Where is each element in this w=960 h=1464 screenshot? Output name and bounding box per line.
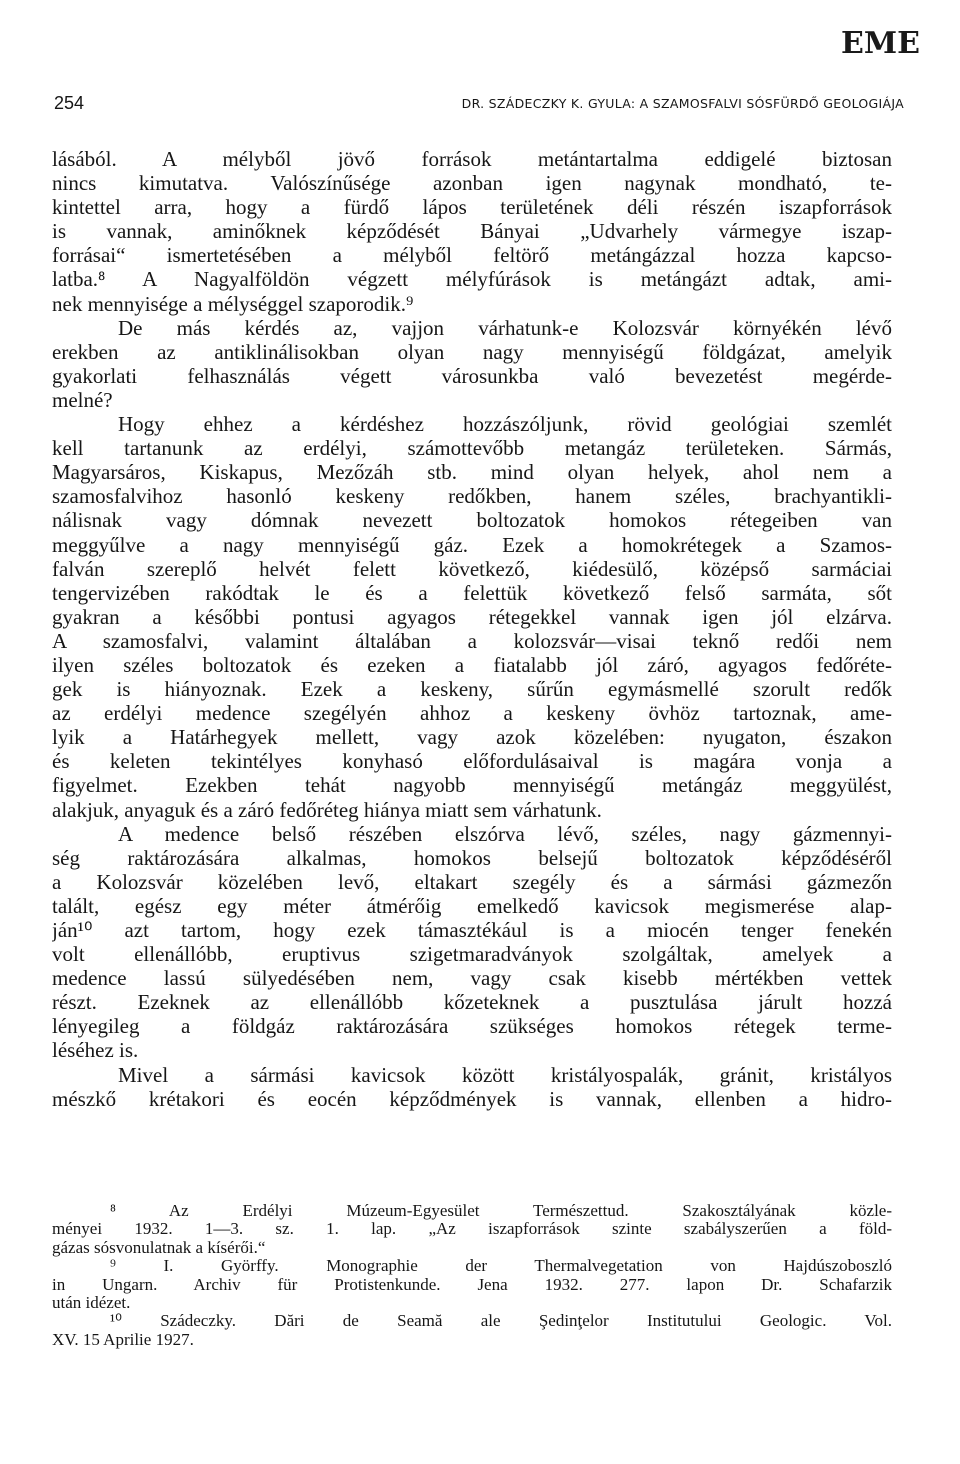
text-line: A medence belső részében elszórva lévő, széles, nagy gázmennyi-	[118, 821, 892, 846]
footnote-line: gázas sósvonulatnak a kísérői.“	[52, 1238, 266, 1257]
text-line: nálisnak vagy dómnak nevezett boltozatok homokos rétegeiben van	[52, 508, 892, 533]
text-line: erekben az antiklinálisokban olyan nagy mennyiségű földgázat, amelyik	[52, 339, 892, 364]
footnote-line: ⁸ Az Erdélyi Múzeum-Egyesület Természettud. Szakosztályának közle-	[110, 1202, 892, 1220]
text-line: a Kolozsvár közelében levő, eltakart szegély és a sármási gázmezőn	[52, 869, 892, 894]
body-text	[52, 147, 892, 1111]
text-line: ján¹⁰ azt tartom, hogy ezek támasztékául is a miocén tenger fenekén	[52, 918, 892, 942]
text-line: alakjuk, anyaguk és a záró fedőréteg hiánya miatt sem várhatunk.	[52, 797, 602, 822]
text-line: talált, egész egy méter átmérőig emelkedő kavicsok megismerése alap-	[52, 893, 892, 918]
footnote-line: ⁹ I. Györffy. Monographie der Thermalvegetation von Hajdúszoboszló	[110, 1257, 892, 1276]
text-line: lényegileg a földgáz raktározására szükséges homokos rétegek terme-	[52, 1014, 892, 1039]
text-line: De más kérdés az, vajjon várhatunk-e Kolozsvár környékén lévő	[118, 315, 892, 340]
text-line: az erdélyi medence szegélyén ahhoz a keskeny övhöz tartoznak, ame-	[52, 701, 892, 726]
footnote-line: ményei 1932. 1—3. sz. 1. lap. „Az iszapforrások szinte szabályszerűen a föld-	[52, 1220, 892, 1239]
text-line: latba.⁸ A Nagyalföldön végzett mélyfúrások is metángázt adtak, ami-	[52, 267, 892, 292]
text-line: mészkő krétakori és eocén képződmények is vannak, ellenben a hidro-	[52, 1086, 892, 1111]
text-line: gyakorlati felhasználás végett városunkba való bevezetést megérde-	[52, 363, 892, 388]
text-line: Magyarsáros, Kiskapus, Mezőzáh stb. mind olyan helyek, ahol nem a	[52, 460, 892, 485]
text-line: léséhez is.	[52, 1038, 139, 1063]
text-line: lásából. A mélyből jövő források metántartalma eddigelé biztosan	[52, 147, 892, 171]
text-line: ség raktározására alkalmas, homokos belsejű boltozatok képződéséről	[52, 845, 892, 870]
text-line: részt. Ezeknek az ellenállóbb kőzeteknek a pusztulása járult hozzá	[52, 990, 892, 1015]
text-line: is vannak, aminőknek képződését Bányai „Udvarhely vármegye iszap-	[52, 219, 892, 244]
footnote-line: XV. 15 Aprilie 1927.	[52, 1330, 194, 1349]
text-line: lyik a Határhegyek mellett, vagy azok közelében: nyugaton, északon	[52, 725, 892, 750]
text-line: kintettel arra, hogy a fürdő lápos területének déli részén iszapforrások	[52, 195, 892, 220]
text-line: figyelmet. Ezekben tehát nagyobb mennyiségű metángáz meggyülést,	[52, 773, 892, 798]
text-line: falván szereplő helvét felett következő, kiédesülő, középső sarmáciai	[52, 556, 892, 581]
text-line: meggyűlve a nagy mennyiségű gáz. Ezek a homokrétegek a Szamos-	[52, 532, 892, 557]
text-line: forrásai“ ismertetésében a mélyből feltörő metángázzal hozza kapcso-	[52, 243, 892, 268]
publisher-logo: EME	[841, 26, 920, 61]
text-line: volt ellenállóbb, eruptivus szigetmaradványok szolgáltak, amelyek a	[52, 942, 892, 967]
page-header	[54, 93, 904, 123]
text-line: melné?	[52, 387, 113, 412]
text-line: szamosfalvihoz hasonló keskeny redőkben, hanem széles, brachyantikli-	[52, 484, 892, 509]
text-line: ilyen széles boltozatok és ezeken a fiatalabb jól záró, agyagos fedőréte-	[52, 652, 892, 677]
text-line: nek mennyisége a mélységgel szaporodik.⁹	[52, 291, 414, 316]
footnotes	[52, 1202, 892, 1349]
text-line: tengervizében rakódtak le és a felettük következő felső sarmáta, sőt	[52, 580, 892, 605]
text-line: Hogy ehhez a kérdéshez hozzászóljunk, rövid geológiai szemlét	[118, 412, 892, 437]
text-line: medence lassú sülyedésében nem, vagy csak kisebb mértékben vettek	[52, 966, 892, 991]
text-line: Mivel a sármási kavicsok között kristályospalák, gránit, kristályos	[118, 1062, 892, 1087]
footnote-line: után idézet.	[52, 1293, 131, 1312]
page-number: 254	[54, 93, 85, 113]
text-line: és keleten tekintélyes konyhasó előfordulásaival is magára vonja a	[52, 749, 892, 774]
text-line: gek is hiányoznak. Ezek a keskeny, sűrűn egymásmellé szorult redők	[52, 677, 892, 702]
footnote-line: ¹⁰ Szádeczky. Dări de Seamă ale Şedinţelor Institutului Geologic. Vol.	[110, 1312, 892, 1331]
text-line: nincs kimutatva. Valószínűsége azonban igen nagynak mondható, te-	[52, 171, 892, 196]
text-line: A szamosfalvi, valamint általában a kolozsvár—visai teknő redői nem	[52, 628, 892, 653]
running-head: DR. SZÁDECZKY K. GYULA: A SZAMOSFALVI SÓSFÜRDŐ GEOLOGIÁJA	[461, 96, 904, 111]
text-line: kell tartanunk az erdélyi, számottevőbb metangáz területeken. Sármás,	[52, 436, 892, 461]
footnote-line: in Ungarn. Archiv für Protistenkunde. Jena 1932. 277. lapon Dr. Schafarzik	[52, 1275, 892, 1294]
text-line: gyakran a későbbi pontusi agyagos rétegekkel vannak igen jól elzárva.	[52, 604, 892, 629]
